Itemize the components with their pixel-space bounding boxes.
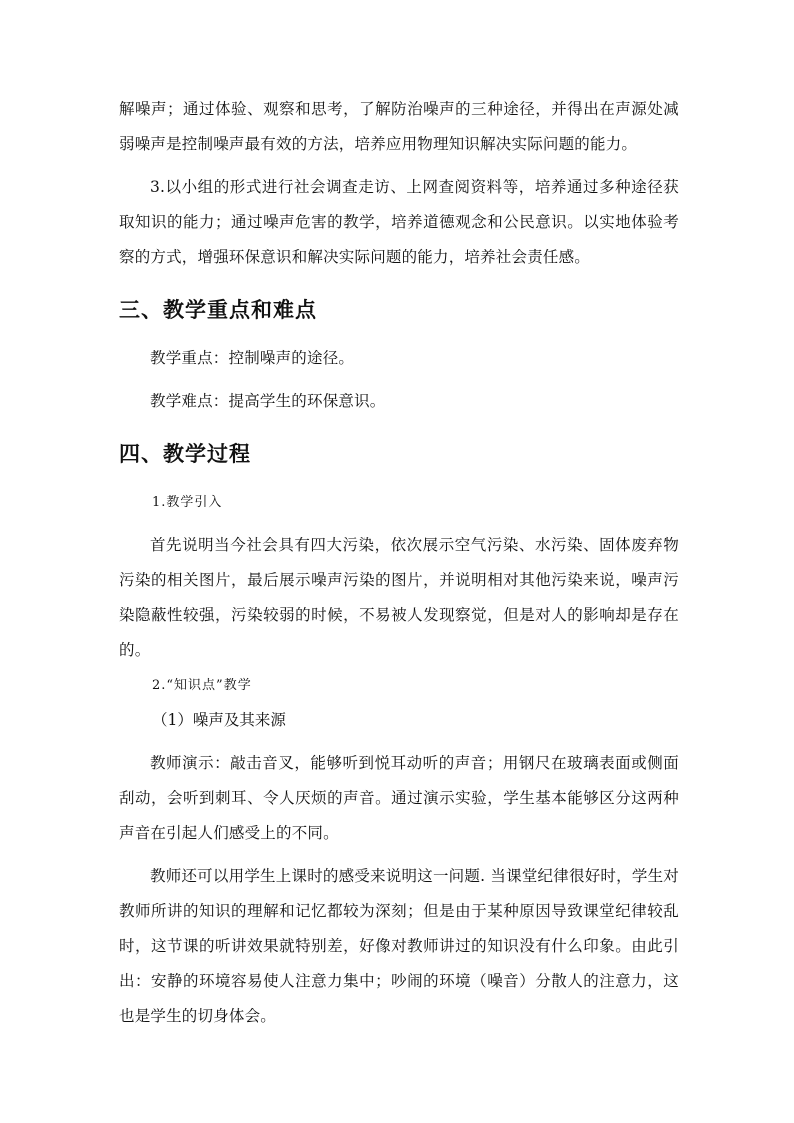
paragraph-objective-3: 3.以小组的形式进行社会调查走访、上网查阅资料等，培养通过多种途径获取知识的能力；通过噪声危害的教学，培养道德观念和公民意识。以实地体验考察的方式，增强环保意识和解决实际问题的能力，培养社会责任感。	[119, 178, 679, 266]
difficult-point-text: 教学难点：提高学生的环保意识。	[150, 392, 386, 410]
step-2-label: 2.“知识点”教学	[152, 678, 252, 693]
document-page	[119, 92, 679, 1034]
step-1-label: 1.教学引入	[152, 495, 223, 510]
sub-1-label: （1）噪声及其来源	[152, 711, 286, 729]
key-point-text: 教学重点：控制噪声的途径。	[150, 349, 355, 367]
section-heading-key-points: 三、教学重点和难点	[119, 298, 317, 322]
step-1-paragraph: 首先说明当今社会具有四大污染，依次展示空气污染、水污染、固体废弃物污染的相关图片，最后展示噪声污染的图片，并说明相对其他污染来说，噪声污染隐蔽性较强，污染较弱的时候，不易被人发现察觉，但是对人的影响却是存在的。	[119, 536, 679, 659]
paragraph-continuation: 解噪声；通过体验、观察和思考，了解防治噪声的三种途径，并得出在声源处减弱噪声是控制噪声最有效的方法，培养应用物理知识解决实际问题的能力。	[119, 100, 679, 153]
section-heading-process: 四、教学过程	[119, 442, 251, 466]
explain-paragraph: 教师还可以用学生上课时的感受来说明这一问题. 当课堂纪律很好时，学生对教师所讲的知识的理解和记忆都较为深刻；但是由于某种原因导致课堂纪律较乱时，这节课的听讲效果就特别差，好像对教师讲过的知识没有什么印象。由此引出：安静的环境容易使人注意力集中；吵闹的环境（噪音）分散人的注意力，这也是学生的切身体会。	[119, 867, 679, 1025]
demo-paragraph: 教师演示：敲击音叉，能够听到悦耳动听的声音；用钢尺在玻璃表面或侧面刮动，会听到刺耳、令人厌烦的声音。通过演示实验，学生基本能够区分这两种声音在引起人们感受上的不同。	[119, 754, 679, 842]
